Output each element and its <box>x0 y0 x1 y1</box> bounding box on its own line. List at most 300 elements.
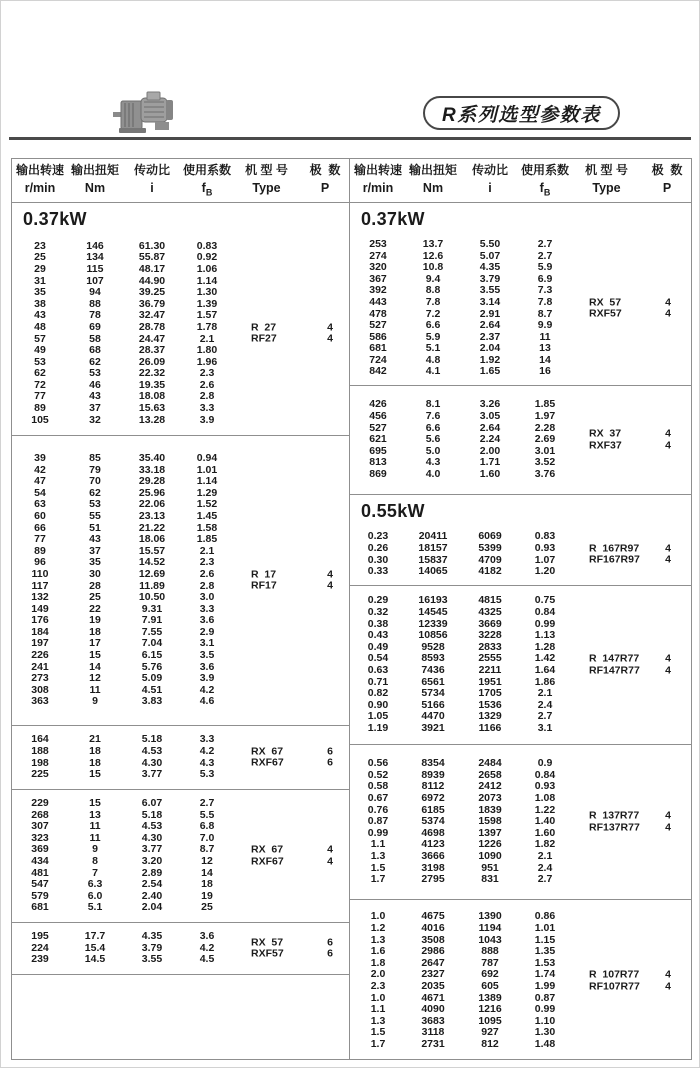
table-row <box>12 650 349 662</box>
cell-ratio: 2.04 <box>141 901 163 914</box>
cell-service-factor: 4.6 <box>199 695 215 708</box>
cell-output-torque: 7.2 <box>425 307 441 320</box>
cell-output-torque: 115 <box>86 262 104 275</box>
rows-area <box>12 726 349 789</box>
cell-output-torque: 22 <box>89 602 101 615</box>
table-row <box>12 357 349 369</box>
cell-ratio: 2.64 <box>479 421 501 434</box>
cell-ratio: 4182 <box>478 565 502 578</box>
cell-ratio: 2.89 <box>141 866 163 879</box>
cell-service-factor: 2.1 <box>537 849 553 862</box>
cell-service-factor: 18 <box>201 878 213 891</box>
table-row <box>350 332 691 344</box>
cell-output-speed: 89 <box>34 544 46 557</box>
table-row <box>350 1016 691 1028</box>
cell-service-factor: 4.2 <box>199 683 215 696</box>
table-row <box>12 276 349 288</box>
cell-output-torque: 5.1 <box>87 901 103 914</box>
cell-output-torque: 4123 <box>421 838 445 851</box>
cell-service-factor: 0.94 <box>196 451 218 464</box>
cell-ratio: 26.09 <box>138 355 166 368</box>
cell-output-torque: 62 <box>89 355 101 368</box>
cell-output-torque: 7.8 <box>425 295 441 308</box>
column-header-row <box>12 159 349 203</box>
cell-ratio: 1194 <box>478 922 502 935</box>
cell-output-speed: 367 <box>369 272 387 285</box>
table-row <box>12 696 349 708</box>
cell-ratio: 3.26 <box>479 398 501 411</box>
table-row <box>12 833 349 845</box>
table-row <box>350 677 691 689</box>
cell-output-speed: 66 <box>34 521 46 534</box>
cell-output-torque: 11 <box>89 683 101 696</box>
cell-output-speed: 392 <box>369 284 387 297</box>
cell-output-torque: 11 <box>89 820 101 833</box>
cell-ratio: 10.50 <box>138 591 166 604</box>
cell-ratio: 48.17 <box>138 262 166 275</box>
cell-output-speed: 23 <box>34 239 46 252</box>
cell-output-speed: 225 <box>31 768 49 781</box>
cell-output-speed: 239 <box>31 953 49 966</box>
cell-output-speed: 1.3 <box>370 1014 386 1027</box>
cell-output-speed: 25 <box>34 251 46 264</box>
table-row <box>12 368 349 380</box>
cell-service-factor: 2.4 <box>537 861 553 874</box>
cell-output-speed: 42 <box>34 463 46 476</box>
cell-output-speed: 0.26 <box>367 541 389 554</box>
type-label: R 107R77 <box>589 968 640 981</box>
type-annotation <box>251 746 339 769</box>
cell-output-torque: 6972 <box>421 792 445 805</box>
cell-output-torque: 62 <box>89 486 101 499</box>
cell-ratio: 5.18 <box>141 808 163 821</box>
cell-output-torque: 17 <box>89 637 101 650</box>
cell-service-factor: 16 <box>539 365 551 378</box>
cell-ratio: 787 <box>481 956 499 969</box>
cell-ratio: 7.55 <box>141 625 163 638</box>
table-row <box>12 673 349 685</box>
cell-service-factor: 2.7 <box>537 710 553 723</box>
cell-output-speed: 695 <box>369 444 387 457</box>
cell-ratio: 3.05 <box>479 410 501 423</box>
cell-output-speed: 253 <box>369 237 387 250</box>
cell-output-speed: 49 <box>34 344 46 357</box>
cell-output-speed: 188 <box>31 744 49 757</box>
table-row <box>12 465 349 477</box>
cell-output-speed: 53 <box>34 355 46 368</box>
cell-service-factor: 5.3 <box>199 768 215 781</box>
pole-count: 4 <box>665 980 671 992</box>
cell-output-torque: 17.7 <box>84 930 106 943</box>
column-header: 机 型 号 <box>245 162 288 177</box>
table-row <box>12 662 349 674</box>
cell-output-speed: 110 <box>31 567 49 580</box>
cell-service-factor: 2.3 <box>199 367 215 380</box>
cell-output-torque: 3198 <box>421 861 445 874</box>
cell-output-speed: 0.87 <box>367 815 389 828</box>
cell-output-speed: 1.5 <box>370 861 386 874</box>
cell-service-factor: 0.75 <box>534 594 556 607</box>
unit-label: P <box>320 180 330 195</box>
cell-output-speed: 307 <box>31 820 49 833</box>
column-header: 传动比 <box>471 162 508 177</box>
type-row <box>251 856 339 868</box>
cell-ratio: 9.31 <box>141 602 163 615</box>
table-row <box>12 476 349 488</box>
column-header: 使用系数 <box>182 162 231 177</box>
cell-output-torque: 5166 <box>421 698 445 711</box>
cell-output-speed: 1.0 <box>370 991 386 1004</box>
cell-service-factor: 2.7 <box>199 797 215 810</box>
selection-table <box>11 158 692 1060</box>
pole-count: 4 <box>665 664 671 676</box>
cell-service-factor: 1.57 <box>196 309 218 322</box>
cell-output-torque: 4671 <box>421 991 445 1004</box>
table-row <box>12 252 349 264</box>
cell-ratio: 1839 <box>478 803 502 816</box>
cell-service-factor: 0.92 <box>196 251 218 264</box>
cell-service-factor: 2.7 <box>537 873 553 886</box>
cell-ratio: 44.90 <box>138 274 166 287</box>
cell-output-torque: 3118 <box>421 1026 445 1039</box>
table-row <box>350 399 691 411</box>
unit-label: f <box>539 180 544 195</box>
table-row <box>12 685 349 697</box>
cell-service-factor: 1.39 <box>196 297 218 310</box>
cell-output-speed: 38 <box>34 297 46 310</box>
cell-service-factor: 2.28 <box>534 421 556 434</box>
cell-ratio: 2.24 <box>479 433 501 446</box>
cell-ratio: 18.08 <box>138 390 166 403</box>
table-row <box>350 355 691 367</box>
cell-output-torque: 7.6 <box>425 410 441 423</box>
cell-output-torque: 85 <box>89 451 101 464</box>
power-rating-label: 0.55kW <box>361 501 425 521</box>
cell-output-torque: 4675 <box>421 910 445 923</box>
cell-service-factor: 1.35 <box>534 945 556 958</box>
table-row <box>350 642 691 654</box>
cell-ratio: 15.57 <box>138 544 166 557</box>
type-annotation <box>589 428 677 451</box>
cell-output-speed: 1.8 <box>370 956 386 969</box>
cell-output-torque: 11 <box>89 831 101 844</box>
rows-area <box>12 232 349 435</box>
cell-output-speed: 681 <box>369 342 387 355</box>
pole-count: 6 <box>327 947 333 960</box>
unit-label: i <box>488 180 492 195</box>
cell-output-torque: 12 <box>89 672 101 685</box>
cell-output-speed: 2.0 <box>370 968 386 981</box>
table-row <box>12 534 349 546</box>
column-header: 极 数 <box>309 162 341 177</box>
cell-output-torque: 37 <box>89 402 101 415</box>
column-header: 极 数 <box>651 162 683 177</box>
cell-output-torque: 8 <box>92 855 98 867</box>
cell-service-factor: 5.9 <box>537 261 553 274</box>
table-row <box>12 287 349 299</box>
divider-rule <box>9 137 691 140</box>
cell-output-torque: 70 <box>89 475 101 488</box>
cell-ratio: 5399 <box>478 541 502 554</box>
cell-service-factor: 7.8 <box>537 295 553 308</box>
cell-service-factor: 4.3 <box>199 756 215 769</box>
cell-ratio: 3.77 <box>141 768 163 781</box>
type-label: RXF37 <box>589 439 622 451</box>
cell-output-torque: 18 <box>89 744 101 757</box>
cell-ratio: 18.06 <box>138 533 166 546</box>
cell-service-factor: 14 <box>201 866 213 879</box>
cell-output-speed: 1.6 <box>370 945 386 958</box>
column-header-unit <box>570 180 643 202</box>
table-row <box>12 488 349 500</box>
cell-output-torque: 78 <box>89 309 101 322</box>
table-row <box>350 839 691 851</box>
type-row <box>251 569 339 581</box>
pole-count: 4 <box>327 843 333 856</box>
cell-output-speed: 363 <box>31 695 49 708</box>
table-row <box>350 700 691 712</box>
cell-ratio: 61.30 <box>138 239 166 252</box>
cell-service-factor: 1.48 <box>534 1037 556 1050</box>
cell-service-factor: 0.86 <box>534 910 556 923</box>
cell-ratio: 1.71 <box>479 456 501 469</box>
table-row <box>350 1004 691 1016</box>
type-label: R 17 <box>251 567 277 580</box>
table-row <box>350 366 691 378</box>
table-row <box>350 343 691 355</box>
cell-output-torque: 13.7 <box>422 237 444 250</box>
pole-count: 4 <box>665 427 671 440</box>
cell-ratio: 2073 <box>478 792 502 805</box>
cell-output-torque: 9.4 <box>425 272 441 285</box>
rows-area <box>350 745 691 899</box>
table-row <box>12 868 349 880</box>
cell-service-factor: 3.9 <box>199 413 215 426</box>
cell-ratio: 2412 <box>478 780 502 793</box>
type-label: RX 57 <box>589 295 622 308</box>
cell-ratio: 1216 <box>478 1003 502 1016</box>
table-row <box>350 531 691 543</box>
cell-output-speed: 579 <box>31 889 49 902</box>
parameter-block <box>350 386 691 495</box>
cell-output-torque: 46 <box>89 378 101 391</box>
cell-output-speed: 1.7 <box>370 1037 386 1050</box>
cell-service-factor: 1.82 <box>534 838 556 851</box>
unit-label: Type <box>252 180 281 195</box>
cell-output-torque: 4698 <box>421 826 445 839</box>
cell-ratio: 28.78 <box>138 320 166 333</box>
cell-output-speed: 1.7 <box>370 873 386 886</box>
type-annotation <box>589 810 677 833</box>
parameter-block <box>350 586 691 745</box>
column-header-row <box>350 159 691 203</box>
pole-count: 4 <box>665 652 671 665</box>
cell-service-factor: 1.29 <box>196 486 218 499</box>
table-row <box>12 345 349 357</box>
cell-ratio: 4.35 <box>141 930 163 943</box>
column-header: 传动比 <box>133 162 170 177</box>
column-header: 输出扭矩 <box>70 162 119 177</box>
cell-output-torque: 55 <box>89 509 101 522</box>
table-row <box>12 734 349 746</box>
cell-output-torque: 2795 <box>421 873 445 886</box>
cell-service-factor: 1.08 <box>534 792 556 805</box>
unit-label: Nm <box>84 180 106 195</box>
cell-output-torque: 10856 <box>418 629 448 642</box>
cell-ratio: 1.65 <box>479 365 501 378</box>
cell-output-torque: 6.6 <box>425 421 441 434</box>
cell-output-torque: 51 <box>89 521 101 534</box>
unit-subscript: B <box>205 187 213 198</box>
pole-count: 6 <box>327 744 333 757</box>
cell-ratio: 5.07 <box>479 249 501 262</box>
cell-output-torque: 58 <box>89 332 101 345</box>
cell-ratio: 5.09 <box>141 672 163 685</box>
cell-ratio: 23.13 <box>138 509 166 522</box>
parameter-block <box>12 923 349 975</box>
cell-service-factor: 2.69 <box>534 433 556 446</box>
cell-output-speed: 96 <box>34 556 46 569</box>
pole-count: 4 <box>665 968 671 981</box>
cell-ratio: 2555 <box>478 652 502 665</box>
cell-service-factor: 1.40 <box>534 815 556 828</box>
cell-output-torque: 12.6 <box>422 249 444 262</box>
cell-service-factor: 6.9 <box>537 272 553 285</box>
table-row <box>350 688 691 700</box>
cell-ratio: 1389 <box>478 991 502 1004</box>
cell-output-torque: 15 <box>89 768 101 781</box>
cell-output-speed: 229 <box>31 797 49 810</box>
cell-ratio: 14.52 <box>138 556 166 569</box>
cell-output-torque: 32 <box>89 413 101 426</box>
cell-output-speed: 0.43 <box>367 629 389 642</box>
table-row <box>12 604 349 616</box>
cell-service-factor: 1.85 <box>534 398 556 411</box>
cell-output-speed: 0.58 <box>367 780 389 793</box>
cell-output-torque: 13 <box>89 808 101 821</box>
cell-output-speed: 89 <box>34 402 46 415</box>
cell-ratio: 1598 <box>478 815 502 828</box>
cell-output-torque: 6.3 <box>87 878 103 891</box>
parameter-block <box>350 495 691 586</box>
table-row <box>350 262 691 274</box>
cell-ratio: 3.79 <box>479 272 501 285</box>
type-row <box>589 822 677 834</box>
cell-output-torque: 4.8 <box>425 353 441 366</box>
cell-service-factor: 2.1 <box>537 687 553 700</box>
cell-output-speed: 224 <box>31 941 49 954</box>
cell-output-speed: 0.82 <box>367 687 389 700</box>
type-label: RF107R77 <box>589 980 640 992</box>
type-annotation <box>251 322 339 345</box>
column-header-unit <box>232 180 301 202</box>
empty-space <box>12 975 349 1059</box>
cell-service-factor: 3.76 <box>534 467 556 480</box>
cell-output-torque: 53 <box>89 367 101 380</box>
cell-output-speed: 39 <box>34 451 46 464</box>
type-label: RF167R97 <box>589 553 640 566</box>
cell-output-torque: 43 <box>89 390 101 403</box>
cell-output-torque: 94 <box>89 286 101 299</box>
cell-ratio: 36.79 <box>138 297 166 310</box>
pole-count: 4 <box>327 320 333 333</box>
type-row <box>251 949 339 961</box>
cell-output-torque: 4090 <box>421 1003 445 1016</box>
cell-service-factor: 3.0 <box>199 591 215 604</box>
cell-service-factor: 1.30 <box>196 286 218 299</box>
table-row <box>350 993 691 1005</box>
type-row <box>589 440 677 452</box>
cell-output-torque: 146 <box>86 239 104 252</box>
cell-ratio: 1043 <box>478 933 502 946</box>
rows-area <box>350 900 691 1062</box>
type-annotation <box>251 937 339 960</box>
cell-output-torque: 6561 <box>421 675 445 688</box>
cell-ratio: 4.53 <box>141 744 163 757</box>
cell-ratio: 2.54 <box>141 878 163 891</box>
cell-ratio: 3.55 <box>141 953 163 966</box>
unit-label: r/min <box>24 180 56 195</box>
cell-ratio: 13.28 <box>138 413 166 426</box>
cell-output-speed: 724 <box>369 353 387 366</box>
cell-output-speed: 195 <box>31 930 49 943</box>
cell-output-speed: 478 <box>369 307 387 320</box>
cell-ratio: 4815 <box>478 594 502 607</box>
type-row <box>589 981 677 993</box>
cell-output-speed: 369 <box>31 843 49 856</box>
cell-output-torque: 10.8 <box>422 261 444 274</box>
cell-output-speed: 31 <box>34 274 46 287</box>
cell-output-speed: 60 <box>34 509 46 522</box>
cell-service-factor: 4.2 <box>199 941 215 954</box>
cell-output-speed: 197 <box>31 637 49 650</box>
cell-output-torque: 7 <box>92 866 98 879</box>
cell-output-torque: 8593 <box>421 652 445 665</box>
type-row <box>589 665 677 677</box>
table-row <box>12 798 349 810</box>
cell-output-speed: 443 <box>369 295 387 308</box>
cell-service-factor: 4.2 <box>199 744 215 757</box>
cell-output-speed: 547 <box>31 878 49 891</box>
table-row <box>350 1039 691 1051</box>
type-label: RX 67 <box>251 843 284 856</box>
cell-service-factor: 3.1 <box>537 721 553 734</box>
table-row <box>12 523 349 535</box>
parameter-block <box>350 203 691 386</box>
cell-ratio: 4325 <box>478 606 502 619</box>
cell-ratio: 3.14 <box>479 295 501 308</box>
table-row <box>350 935 691 947</box>
cell-output-speed: 0.52 <box>367 768 389 781</box>
table-row <box>12 241 349 253</box>
cell-output-torque: 5.9 <box>425 330 441 343</box>
cell-output-speed: 1.3 <box>370 933 386 946</box>
cell-service-factor: 1.30 <box>534 1026 556 1039</box>
cell-output-torque: 15.4 <box>84 941 106 954</box>
cell-output-speed: 164 <box>31 733 49 746</box>
table-row <box>350 758 691 770</box>
cell-output-torque: 4470 <box>421 710 445 723</box>
cell-output-speed: 176 <box>31 614 49 627</box>
type-annotation <box>589 969 677 992</box>
cell-ratio: 11.89 <box>139 579 165 592</box>
type-row <box>251 758 339 770</box>
cell-output-speed: 43 <box>34 309 46 322</box>
cell-ratio: 55.87 <box>138 251 166 264</box>
cell-output-speed: 813 <box>369 456 387 469</box>
cell-output-torque: 43 <box>89 533 101 546</box>
type-row <box>589 969 677 981</box>
